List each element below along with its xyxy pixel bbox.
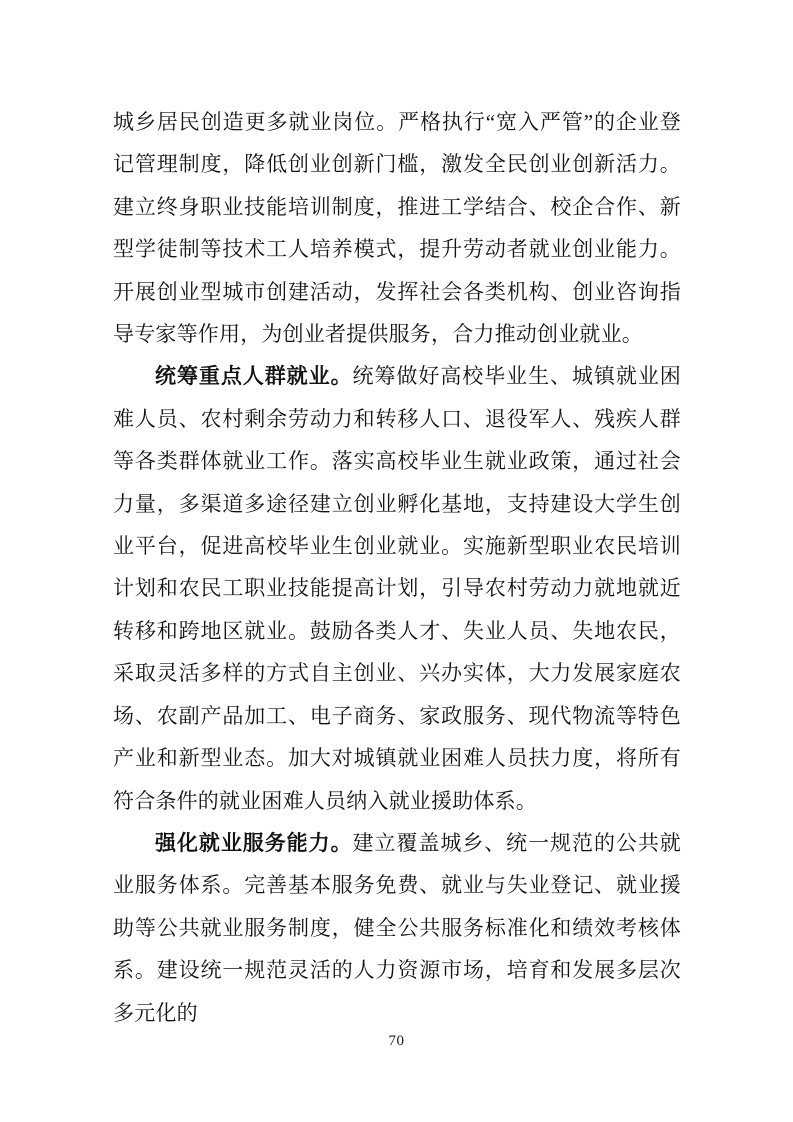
- document-body: [113, 101, 681, 1034]
- paragraph-text: 城乡居民创造更多就业岗位。严格执行“宽入严管”的企业登记管理制度，降低创业创新门槛，激发全民创业创新活力。建立终身职业技能培训制度，推进工学结合、校企合作、新型学徒制等技术工人培养模式，提升劳动者就业创业能力。开展创业型城市创建活动，发挥社会各类机构、创业咨询指导专家等作用，为创业者提供服务，合力推动创业就业。: [113, 110, 681, 347]
- paragraph-employment-services: [113, 822, 681, 1034]
- paragraph-lead-heading: 统筹重点人群就业。: [155, 364, 353, 389]
- paragraph-key-groups-employment: [113, 355, 681, 821]
- paragraph-continuation: [113, 101, 681, 355]
- paragraph-lead-heading: 强化就业服务能力。: [155, 830, 353, 855]
- paragraph-text: 建立覆盖城乡、统一规范的公共就业服务体系。完善基本服务免费、就业与失业登记、就业援助等公共就业服务制度，健全公共服务标准化和绩效考核体系。建设统一规范灵活的人力资源市场，培育和发展多层次多元化的: [113, 830, 681, 1025]
- paragraph-text: 统筹做好高校毕业生、城镇就业困难人员、农村剩余劳动力和转移人口、退役军人、残疾人群等各类群体就业工作。落实高校毕业生就业政策，通过社会力量，多渠道多途径建立创业孵化基地，支持建设大学生创业平台，促进高校毕业生创业就业。实施新型职业农民培训计划和农民工职业技能提高计划，引导农村劳动力就地就近转移和跨地区就业。鼓励各类人才、失业人员、失地农民，采取灵活多样的方式自主创业、兴办实体，大力发展家庭农场、农副产品加工、电子商务、家政服务、现代物流等特色产业和新型业态。加大对城镇就业困难人员扶力度，将所有符合条件的就业困难人员纳入就业援助体系。: [113, 364, 681, 813]
- page-number: 70: [388, 1033, 405, 1049]
